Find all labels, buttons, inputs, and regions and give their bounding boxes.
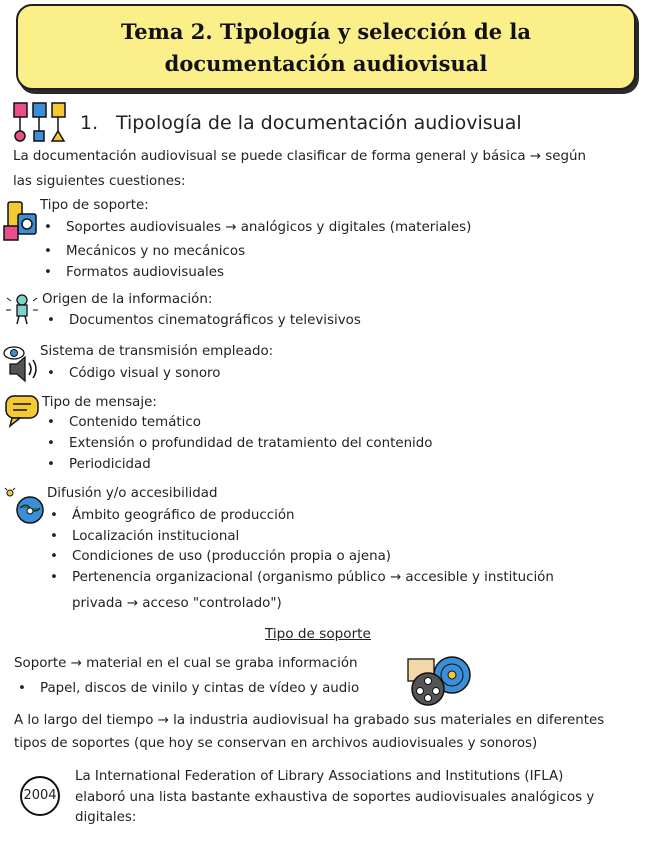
list-item: • Soportes audiovisuales → analógicos y digitales (materiales) <box>66 220 471 235</box>
list-item-continuation: privada → acceso "controlado") <box>72 596 282 611</box>
paragraph-line-1: A lo largo del tiempo → la industria audiovisual ha grabado sus materiales en diferentes <box>14 713 605 728</box>
category-label-soporte: Tipo de soporte: <box>40 198 149 213</box>
category-label-mensaje: Tipo de mensaje: <box>42 395 157 410</box>
paragraph-line-2: tipos de soportes (que hoy se conservan en archivos audiovisuales y sonoros) <box>14 736 538 751</box>
title-line-1: Tema 2. Tipología y selección de la <box>121 19 531 44</box>
list-item: • Ámbito geográfico de producción <box>72 508 295 523</box>
category-label-difusion: Difusión y/o accesibilidad <box>47 486 218 501</box>
intro-line-2: las siguientes cuestiones: <box>13 174 186 189</box>
org-chart-icon <box>12 101 74 143</box>
eye-speaker-icon <box>2 344 42 384</box>
film-reel-vinyl-icon <box>404 653 472 709</box>
list-item: • Periodicidad <box>69 457 151 472</box>
list-item: • Extensión o profundidad de tratamiento del contenido <box>69 436 432 451</box>
list-item: • Contenido temático <box>69 415 201 430</box>
ifla-line-2: elaboró una lista bastante exhaustiva de soportes audiovisuales analógicos y <box>75 790 595 805</box>
subsection-title: Tipo de soporte <box>265 626 371 642</box>
list-item: • Formatos audiovisuales <box>66 265 224 280</box>
title-line-2: documentación audiovisual <box>164 51 488 76</box>
list-item: • Localización institucional <box>72 529 239 544</box>
section-number: 1. <box>80 112 99 134</box>
person-idea-icon <box>4 292 40 326</box>
globe-people-icon <box>2 486 46 526</box>
title-banner <box>16 4 636 90</box>
ifla-line-3: digitales: <box>75 810 137 825</box>
list-item: • Pertenencia organizacional (organismo público → accesible y institución <box>72 570 554 585</box>
list-item: • Código visual y sonoro <box>69 366 220 381</box>
category-label-transmision: Sistema de transmisión empleado: <box>40 344 274 359</box>
speech-bubble-icon <box>4 394 42 428</box>
section-heading: Tipología de la documentación audiovisual <box>116 112 522 134</box>
list-item: • Documentos cinematográficos y televisivos <box>69 313 361 328</box>
ifla-line-1: La International Federation of Library Associations and Institutions (IFLA) <box>75 769 564 784</box>
media-devices-icon <box>2 200 40 244</box>
definition-line: Soporte → material en el cual se graba información <box>14 656 358 671</box>
list-item: • Mecánicos y no mecánicos <box>66 244 245 259</box>
list-item: • Condiciones de uso (producción propia o ajena) <box>72 549 391 564</box>
year-badge: 2004 <box>20 776 60 816</box>
category-label-origen: Origen de la información: <box>42 292 213 307</box>
list-item: • Papel, discos de vinilo y cintas de vídeo y audio <box>40 681 359 696</box>
intro-line-1: La documentación audiovisual se puede clasificar de forma general y básica → según <box>13 149 586 164</box>
